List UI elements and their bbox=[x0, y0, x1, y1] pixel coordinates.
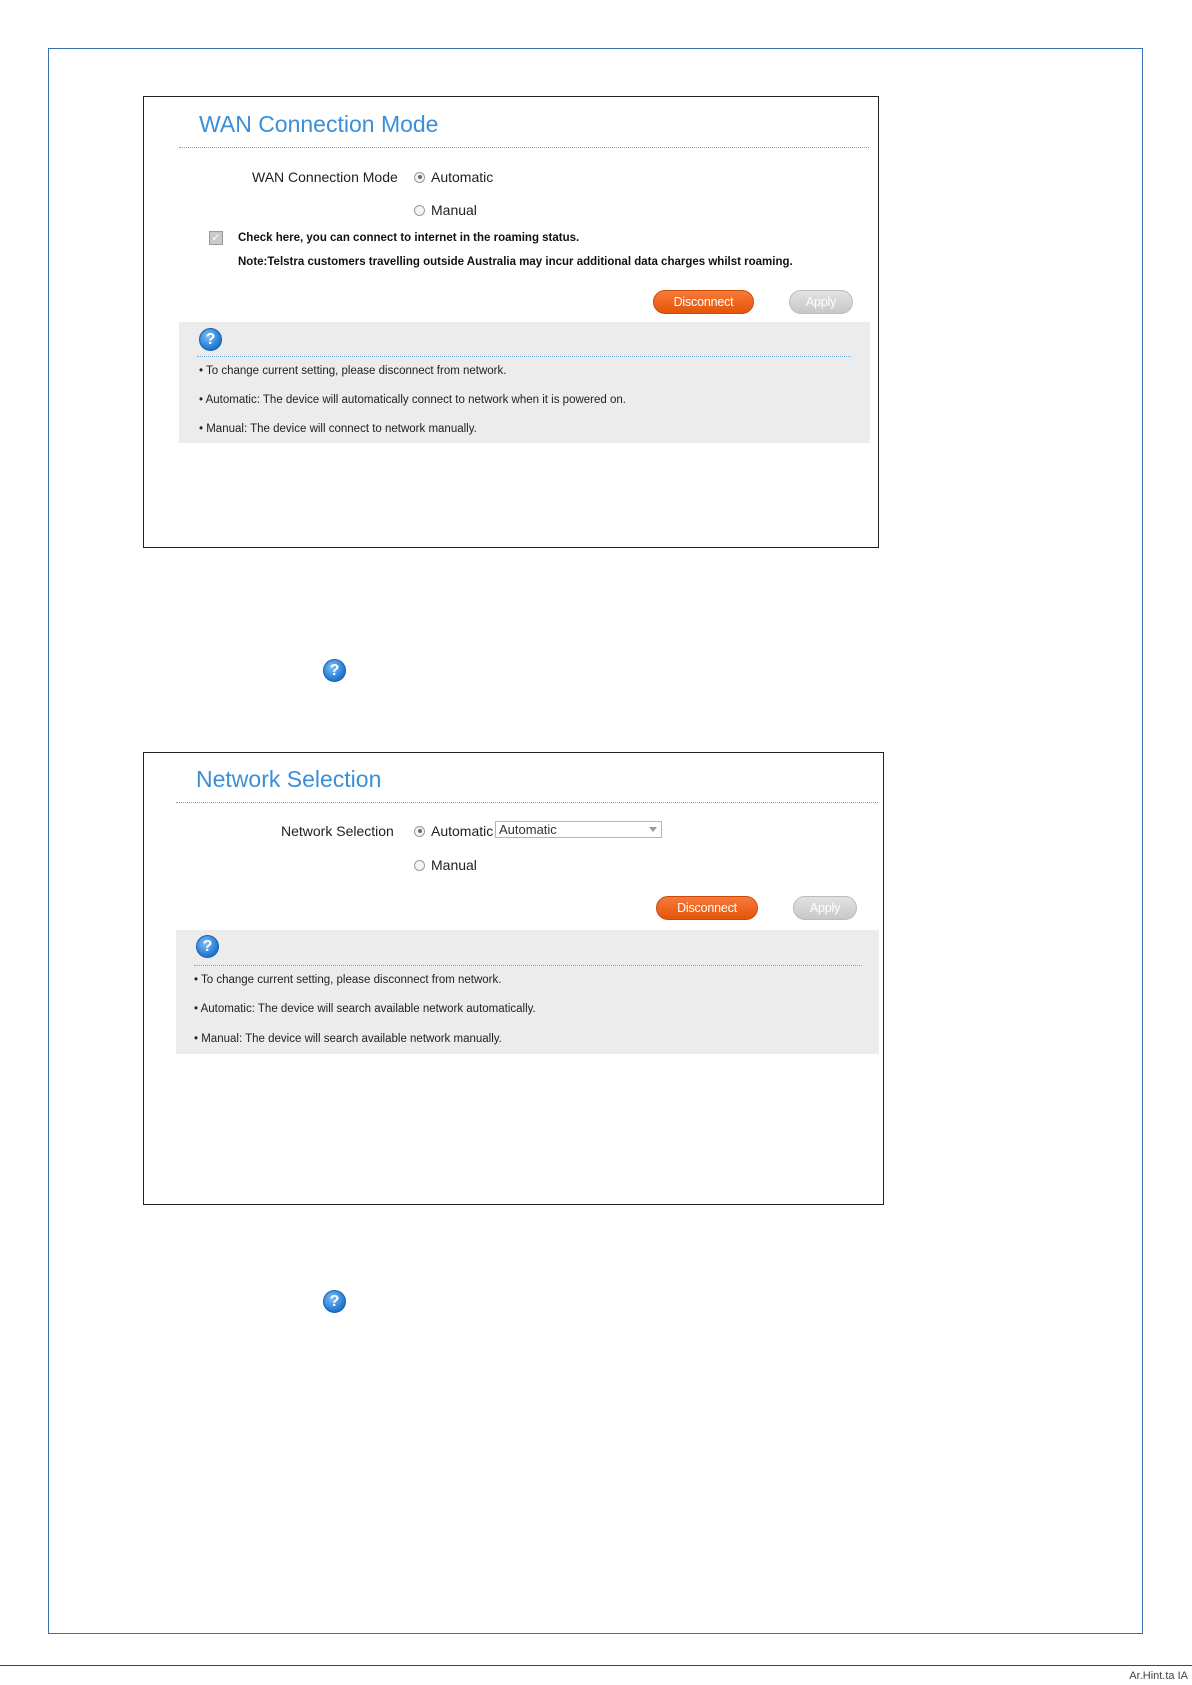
wan-radio-manual[interactable] bbox=[414, 202, 477, 218]
network-radio-automatic[interactable] bbox=[414, 823, 493, 839]
radio-unselected-icon bbox=[414, 860, 425, 871]
network-panel-title: Network Selection bbox=[196, 766, 382, 792]
radio-selected-icon bbox=[414, 172, 425, 183]
network-selection-screenshot bbox=[143, 752, 884, 1205]
help-icon: ? bbox=[196, 935, 219, 958]
help-divider bbox=[197, 356, 851, 357]
wan-help-line: • Manual: The device will connect to network manually. bbox=[199, 423, 477, 435]
wan-radio-automatic[interactable] bbox=[414, 169, 493, 185]
wan-connection-mode-screenshot bbox=[143, 96, 879, 548]
wan-apply-button[interactable]: Apply bbox=[789, 290, 853, 314]
wan-radio-automatic-label: Automatic bbox=[431, 169, 494, 185]
network-radio-automatic-label: Automatic bbox=[431, 823, 494, 839]
network-disconnect-button[interactable]: Disconnect bbox=[656, 896, 758, 920]
network-mode-dropdown-value: Automatic bbox=[499, 822, 557, 837]
roaming-checkbox[interactable]: ✓ bbox=[209, 231, 223, 245]
page-footer: Ar.Hint.ta IA bbox=[1129, 1670, 1188, 1682]
roaming-checkbox-label: Check here, you can connect to internet in the roaming status. bbox=[238, 232, 580, 244]
network-help-line: • Manual: The device will search available network manually. bbox=[194, 1033, 502, 1045]
wan-help-line: • Automatic: The device will automatically connect to network when it is powered on. bbox=[199, 394, 626, 406]
wan-panel-title: WAN Connection Mode bbox=[199, 111, 439, 137]
radio-selected-icon bbox=[414, 826, 425, 837]
chevron-down-icon bbox=[649, 827, 657, 832]
network-help-line: • To change current setting, please disconnect from network. bbox=[194, 974, 502, 986]
help-divider bbox=[194, 965, 862, 966]
network-mode-dropdown[interactable] bbox=[495, 821, 662, 838]
wan-title-divider bbox=[179, 147, 869, 148]
network-apply-button[interactable]: Apply bbox=[793, 896, 857, 920]
network-radio-manual[interactable] bbox=[414, 857, 477, 873]
network-help-box bbox=[176, 930, 879, 1054]
page-bottom-rule bbox=[0, 1665, 1192, 1666]
roaming-note: Note:Telstra customers travelling outside Australia may incur additional data charges whilst roaming. bbox=[238, 256, 793, 268]
wan-help-box bbox=[179, 322, 870, 443]
help-icon: ? bbox=[323, 1290, 346, 1313]
network-radio-manual-label: Manual bbox=[431, 857, 477, 873]
help-icon: ? bbox=[323, 659, 346, 682]
wan-mode-label: WAN Connection Mode bbox=[252, 169, 398, 185]
network-help-line: • Automatic: The device will search available network automatically. bbox=[194, 1003, 536, 1015]
radio-unselected-icon bbox=[414, 205, 425, 216]
wan-disconnect-button[interactable]: Disconnect bbox=[653, 290, 754, 314]
wan-radio-manual-label: Manual bbox=[431, 202, 477, 218]
network-selection-label: Network Selection bbox=[281, 823, 394, 839]
wan-help-line: • To change current setting, please disconnect from network. bbox=[199, 365, 507, 377]
network-title-divider bbox=[176, 802, 878, 803]
help-icon: ? bbox=[199, 328, 222, 351]
